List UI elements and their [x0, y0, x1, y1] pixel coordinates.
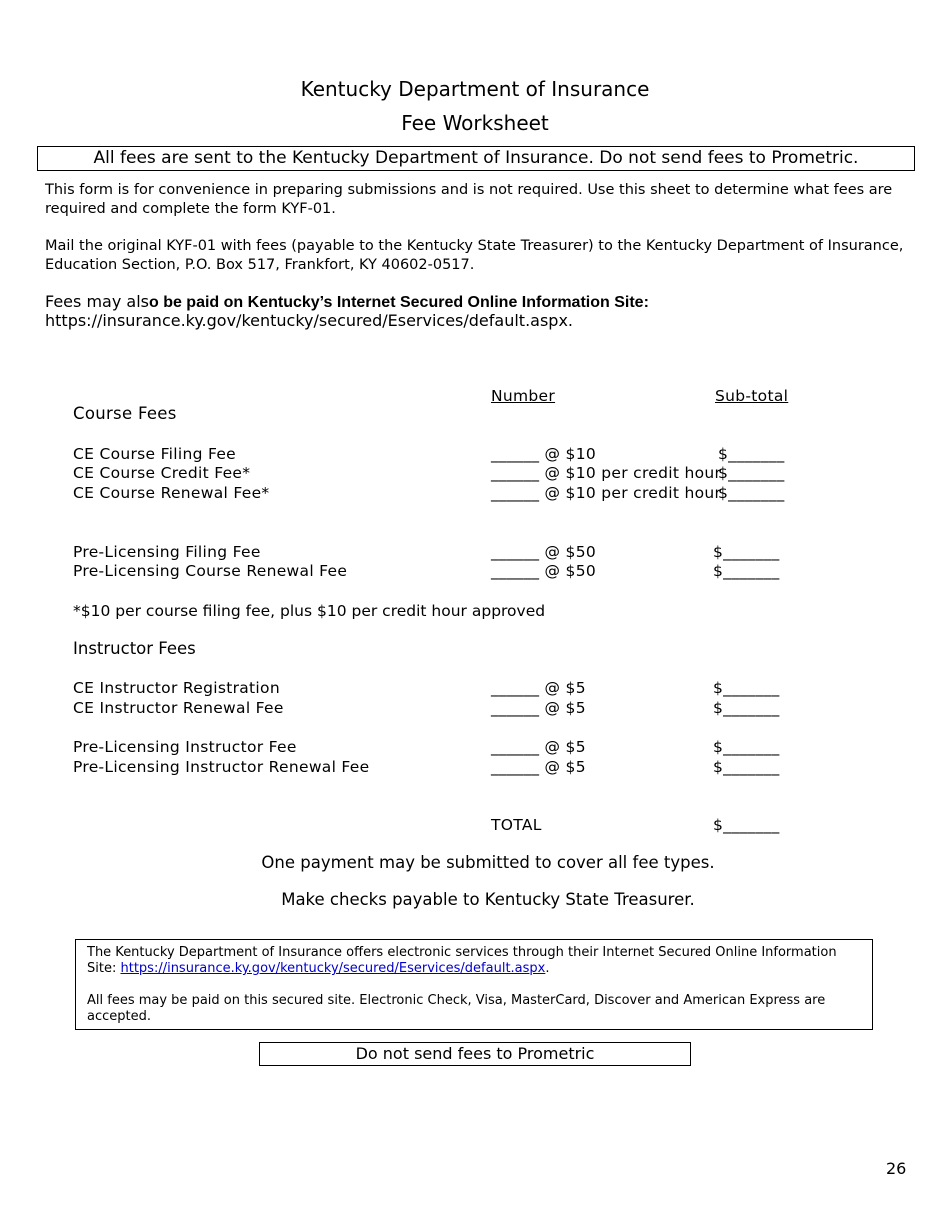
fee-row-number-field[interactable]: ______ @ $5 [491, 699, 586, 717]
fee-row-label: CE Course Filing Fee [73, 445, 237, 463]
fee-row-subtotal-field[interactable]: $_______ [713, 562, 780, 580]
notice-text: The Kentucky Department of Insurance offers electronic services through their Internet Secured Online Information Site: [87, 945, 837, 976]
online-site-url: https://insurance.ky.gov/kentucky/secured/Eservices/default.aspx. [45, 311, 573, 330]
fee-row-label: Pre-Licensing Course Renewal Fee [73, 562, 348, 580]
notice-period: . [545, 961, 550, 976]
intro-paragraph-2: Mail the original KYF-01 with fees (payable to the Kentucky State Treasurer) to the Kentucky Department of Insurance, Education Section, P.O. Box 517, Frankfort, KY 40602-0517. [45, 238, 904, 273]
fee-row-number-field[interactable]: ______ @ $5 [491, 679, 586, 697]
fee-row-label: CE Course Credit Fee* [73, 464, 251, 482]
fee-row-number-field[interactable]: ______ @ $5 [491, 758, 586, 776]
fee-row-number-field[interactable]: ______ @ $10 per credit hour [491, 464, 722, 482]
intro-p3-bold: o be paid on Kentucky’s Internet Secured Online Information Site: [148, 294, 649, 311]
fee-row-number-field[interactable]: ______ @ $10 [491, 445, 597, 463]
notice-paragraph-2: All fees may be paid on this secured site. Electronic Check, Visa, MasterCard, Discover and American Express are accepted. [87, 993, 826, 1024]
intro-p3-lead: Fees may als [45, 292, 149, 311]
total-label: TOTAL [491, 816, 542, 834]
fee-row-subtotal-field[interactable]: $_______ [713, 699, 780, 717]
fee-row-subtotal-field[interactable]: $_______ [713, 679, 780, 697]
fee-row-subtotal-field[interactable]: $_______ [718, 445, 785, 463]
page-number: 26 [886, 1159, 907, 1178]
credit-hour-footnote: *$10 per course filing fee, plus $10 per credit hour approved [73, 602, 546, 620]
payment-note: One payment may be submitted to cover all fee types. [261, 853, 715, 872]
fee-row-subtotal-field[interactable]: $_______ [718, 464, 785, 482]
fee-row-label: CE Instructor Registration [73, 679, 280, 697]
secured-site-link[interactable]: https://insurance.ky.gov/kentucky/secured/Eservices/default.aspx [120, 961, 546, 976]
checks-payable-note: Make checks payable to Kentucky State Treasurer. [281, 890, 695, 909]
page-title: Kentucky Department of Insurance [300, 77, 650, 101]
fees-warning-banner: All fees are sent to the Kentucky Department of Insurance. Do not send fees to Prometric. [37, 146, 915, 171]
fee-row-subtotal-field[interactable]: $_______ [713, 758, 780, 776]
fee-row-number-field[interactable]: ______ @ $50 [491, 543, 597, 561]
total-field[interactable]: $_______ [713, 816, 780, 834]
fee-row-label: Pre-Licensing Instructor Renewal Fee [73, 758, 370, 776]
fee-row-label: Pre-Licensing Filing Fee [73, 543, 261, 561]
course-fees-heading: Course Fees [73, 404, 177, 423]
notice-paragraph-1 [87, 945, 861, 977]
fee-row-subtotal-field[interactable]: $_______ [713, 738, 780, 756]
fee-row-label: CE Instructor Renewal Fee [73, 699, 284, 717]
column-header-subtotal: Sub-total [715, 387, 789, 405]
page-subtitle: Fee Worksheet [401, 111, 549, 135]
fee-row-number-field[interactable]: ______ @ $5 [491, 738, 586, 756]
intro-paragraph-1: This form is for convenience in preparing submissions and is not required. Use this sheet to determine what fees are required and complete the form KYF-01. [45, 182, 893, 217]
prometric-warning-box: Do not send fees to Prometric [259, 1042, 691, 1066]
electronic-services-notice [75, 939, 873, 1030]
column-header-number: Number [491, 387, 556, 405]
intro-paragraph-3 [45, 292, 915, 312]
fee-row-number-field[interactable]: ______ @ $10 per credit hour [491, 484, 722, 502]
fee-row-label: CE Course Renewal Fee* [73, 484, 270, 502]
fee-row-number-field[interactable]: ______ @ $50 [491, 562, 597, 580]
fee-row-subtotal-field[interactable]: $_______ [718, 484, 785, 502]
fee-row-label: Pre-Licensing Instructor Fee [73, 738, 297, 756]
fee-row-subtotal-field[interactable]: $_______ [713, 543, 780, 561]
instructor-fees-heading: Instructor Fees [73, 639, 196, 658]
